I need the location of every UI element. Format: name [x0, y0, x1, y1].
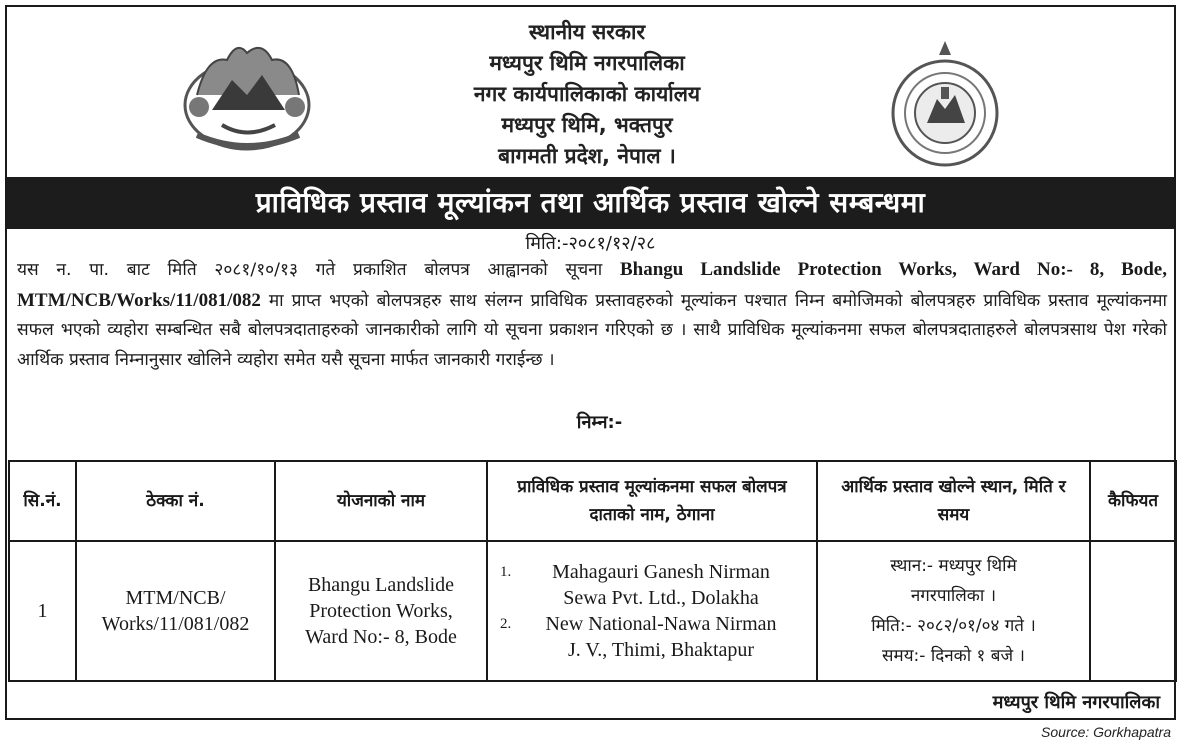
body-part-2: मा प्राप्त भएको बोलपत्रहरु साथ संलग्न प्राविधिक प्रस्तावहरुको मूल्यांकन पश्चात निम्न बमोजिमको बोलपत्रहरु प्राविधिक प्रस्ताव मूल्यांकनमा सफल भएको व्यहोरा सम्बन्धित सबै बोलपत्रदाताहरुको जानकारीको लागि यो सूचना प्रकाशन गरिएको छ । साथै प्राविधिक मूल्यांकनमा सफल बोलपत्रदाताहरुले बोलपत्रसाथ पेश गरेको आर्थिक प्रस्ताव निम्नानुसार खोलिने व्यहोरा समेत यसै सूचना मार्फत जानकारी गराईन्छ ।	[17, 290, 1167, 370]
header-line-2: मध्यपुर थिमि नगरपालिका	[489, 51, 685, 75]
cell-bidders	[487, 541, 817, 681]
header-sn: सि.नं.	[9, 461, 76, 541]
signature: मध्यपुर थिमि नगरपालिका	[992, 692, 1160, 713]
table-header-row	[9, 461, 1176, 541]
contract-line-2: Works/11/081/082	[101, 613, 250, 635]
contract-line-1: MTM/NCB/	[125, 587, 226, 609]
header-bidders: प्राविधिक प्रस्ताव मूल्यांकनमा सफल बोलपत्र दाताको नाम, ठेगाना	[487, 461, 817, 541]
opening-time: समय:- दिनको १ बजे ।	[882, 646, 1025, 666]
project-line-3: Ward No:- 8, Bode	[305, 626, 457, 648]
cell-project	[275, 541, 487, 681]
bidder-line-1: New National-Nawa Nirman	[545, 613, 777, 635]
notice-title-bar: प्राविधिक प्रस्ताव मूल्यांकन तथा आर्थिक प्रस्ताव खोल्ने सम्बन्धमा	[7, 177, 1174, 229]
header-opening: आर्थिक प्रस्ताव खोल्ने स्थान, मिति र समय	[817, 461, 1090, 541]
result-table	[8, 460, 1177, 682]
opening-place-1: स्थान:- मध्यपुर थिमि	[890, 556, 1017, 576]
source-credit: Source: Gorkhapatra	[1041, 724, 1171, 740]
bidder-number: 1.	[500, 564, 512, 580]
header-line-3: नगर कार्यपालिकाको कार्यालय	[473, 82, 701, 106]
notice-frame	[5, 5, 1176, 720]
cell-opening	[817, 541, 1090, 681]
header-line-5: बागमती प्रदेश, नेपाल ।	[498, 144, 676, 168]
opening-place-2: नगरपालिका ।	[910, 586, 997, 606]
body-part-1: यस न. पा. बाट मिति २०८१/१०/१३ गते प्रकाशित बोलपत्र आह्वानको सूचना	[17, 260, 620, 280]
nepal-emblem-icon	[167, 35, 327, 160]
bidder-number: 2.	[500, 616, 512, 632]
notice-date: मिति:-२०८१/१२/२८	[525, 233, 656, 254]
bidder-line-2: Sewa Pvt. Ltd., Dolakha	[563, 587, 759, 609]
notice-body	[17, 255, 1167, 375]
project-line-1: Bhangu Landslide	[307, 574, 455, 596]
project-line-2: Protection Works,	[309, 600, 453, 622]
notice-header	[7, 7, 1174, 175]
body-project-bold: Bhangu Landslide Protection Works, Ward No:- 8, Bode, MTM/NCB/Works/11/081/082	[17, 259, 1167, 311]
list-item	[494, 559, 810, 611]
table-row	[9, 541, 1176, 681]
municipality-seal-icon	[887, 37, 1003, 167]
bidder-line-1: Mahagauri Ganesh Nirman	[552, 561, 770, 583]
cell-sn: 1	[9, 541, 76, 681]
cell-remarks	[1090, 541, 1176, 681]
header-contract: ठेक्का नं.	[76, 461, 275, 541]
header-text-block	[347, 17, 827, 172]
header-line-1: स्थानीय सरकार	[528, 20, 646, 44]
bidder-line-2: J. V., Thimi, Bhaktapur	[567, 639, 755, 661]
cell-contract	[76, 541, 275, 681]
header-remarks: कैफियत	[1090, 461, 1176, 541]
list-item	[494, 611, 810, 663]
header-project: योजनाको नाम	[275, 461, 487, 541]
nimna-label: निम्न:-	[576, 412, 623, 433]
header-line-4: मध्यपुर थिमि, भक्तपुर	[501, 113, 673, 137]
bidder-list	[488, 559, 816, 663]
opening-date: मिति:- २०८२/०१/०४ गते ।	[871, 616, 1036, 636]
